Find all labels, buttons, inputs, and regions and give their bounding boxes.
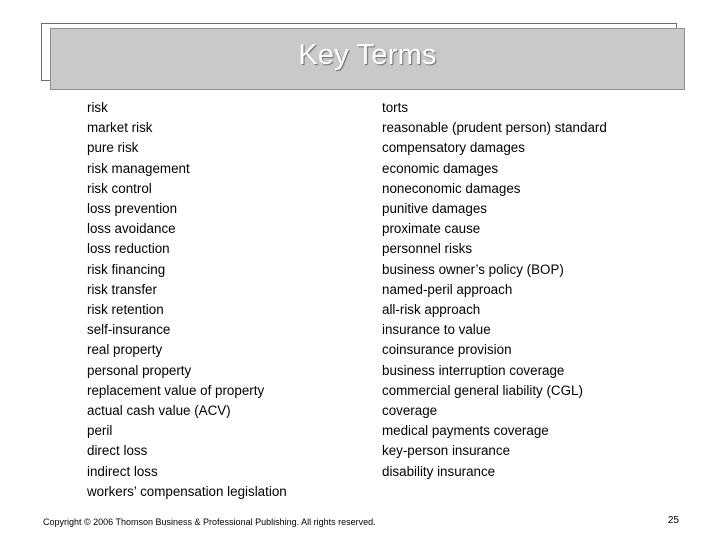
- key-term-item: torts: [382, 100, 409, 115]
- key-term-item: named-peril approach: [382, 281, 513, 297]
- key-term-item: loss reduction: [87, 241, 170, 257]
- key-term-item: loss prevention: [87, 201, 178, 217]
- key-term-item: all-risk approach: [382, 302, 481, 318]
- key-term-item: commercial general liability (CGL): [382, 382, 583, 398]
- key-term-item: market risk: [87, 120, 153, 136]
- key-term-item: medical payments coverage: [382, 423, 549, 439]
- key-term-item: self-insurance: [87, 322, 171, 338]
- key-term-item: direct loss: [87, 443, 148, 459]
- key-term-item: disability insurance: [382, 463, 496, 479]
- key-term-item: real property: [87, 342, 163, 358]
- key-term-item: risk: [87, 100, 108, 115]
- key-term-item: replacement value of property: [87, 382, 265, 398]
- key-term-item: insurance to value: [382, 322, 491, 338]
- key-term-item: risk management: [87, 160, 190, 176]
- key-term-item: pure risk: [87, 140, 139, 156]
- key-term-item: coverage: [382, 403, 438, 419]
- title-bar: [50, 28, 685, 90]
- left-term-list: [87, 98, 357, 502]
- key-term-item: key-person insurance: [382, 443, 511, 459]
- key-term-item: noneconomic damages: [382, 180, 521, 196]
- key-term-item: proximate cause: [382, 221, 481, 237]
- key-term-item: indirect loss: [87, 463, 158, 479]
- key-term-item: risk control: [87, 180, 152, 196]
- slide-title: Key Terms: [298, 39, 437, 71]
- copyright-notice: Copyright © 2006 Thomson Business & Professional Publishing. All rights reserved.: [43, 517, 376, 527]
- key-term-item: economic damages: [382, 160, 499, 176]
- key-term-item: business owner’s policy (BOP): [382, 261, 564, 277]
- key-term-item: compensatory damages: [382, 140, 525, 156]
- key-term-item: coinsurance provision: [382, 342, 512, 358]
- key-term-item: reasonable (prudent person) standard: [382, 120, 607, 136]
- right-term-list: [382, 98, 702, 482]
- key-term-item: risk financing: [87, 261, 166, 277]
- key-term-item: workers’ compensation legislation: [87, 483, 287, 499]
- key-term-item: business interruption coverage: [382, 362, 565, 378]
- key-term-item: risk retention: [87, 302, 164, 318]
- key-term-item: risk transfer: [87, 281, 157, 297]
- key-term-item: actual cash value (ACV): [87, 403, 231, 419]
- key-term-item: personnel risks: [382, 241, 473, 257]
- key-term-item: personal property: [87, 362, 192, 378]
- key-term-item: peril: [87, 423, 113, 439]
- page-number: 25: [667, 515, 679, 526]
- key-term-item: loss avoidance: [87, 221, 176, 237]
- key-term-item: punitive damages: [382, 201, 487, 217]
